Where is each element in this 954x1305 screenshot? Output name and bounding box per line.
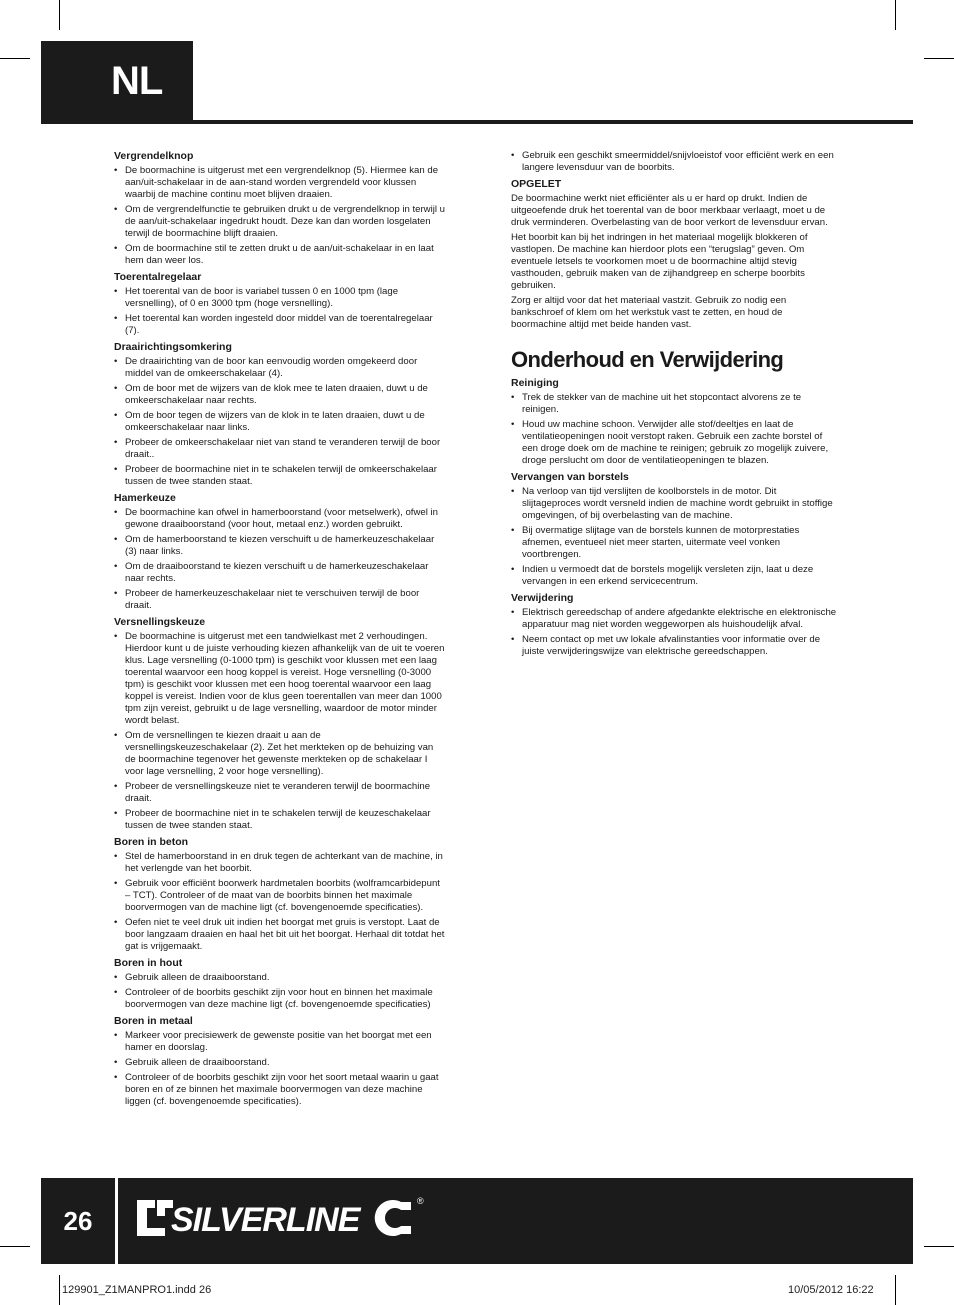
bullet-list — [114, 165, 446, 267]
crop-mark — [924, 58, 954, 59]
list-item: • Trek de stekker van de machine uit het stopcontact alvorens ze te reinigen. — [511, 392, 837, 416]
list-item: • Neem contact op met uw lokale afvalinstanties voor informatie over de juiste verwijderingswijze van elektrische gereedschappen. — [511, 634, 837, 658]
list-item: • Het toerental van de boor is variabel tussen 0 en 1000 tpm (lage versnelling), of 0 en 3000 tpm (hoge versnelling). — [114, 286, 446, 310]
list-item: • Probeer de boormachine niet in te schakelen terwijl de omkeerschakelaar tussen de twee standen staat. — [114, 464, 446, 488]
list-item: • De boormachine kan ofwel in hamerboorstand (voor metselwerk), ofwel in gewone draaiboorstand (voor hout, metaal enz.) worden gebruikt. — [114, 507, 446, 531]
list-item: • Controleer of de boorbits geschikt zijn voor het soort metaal waarin u gaat boren en of ze binnen het maximale boorvermogen van deze machine liggen (cf. bovengenoemde specificaties). — [114, 1072, 446, 1108]
subsection-heading: Boren in metaal — [114, 1015, 193, 1027]
slug-date: 10/05/2012 16:22 — [788, 1284, 874, 1296]
bullet-list — [114, 507, 446, 612]
bullet-list — [114, 851, 446, 953]
subsection-heading: Versnellingskeuze — [114, 616, 206, 628]
subsection-heading: Vervangen van borstels — [511, 471, 629, 483]
header-rule — [193, 120, 913, 124]
brand-text: SILVERLINE — [171, 1201, 360, 1239]
bullet-list — [511, 486, 837, 588]
caution-paragraph: Zorg er altijd voor dat het materiaal vastzit. Gebruik zo nodig een bankschroef of klem om het werkstuk vast te zetten, en houd de boormachine altijd met beide handen vast. — [511, 295, 787, 330]
slug-file: 129901_Z1MANPRO1.indd 26 — [62, 1284, 212, 1296]
language-tab — [41, 41, 193, 124]
list-item: • Indien u vermoedt dat de borstels mogelijk versleten zijn, laat u deze vervangen in een erkend servicecentrum. — [511, 564, 837, 588]
subsection-heading: Vergrendelknop — [114, 150, 194, 162]
crop-mark — [895, 1275, 896, 1305]
footer-bar — [41, 1178, 913, 1264]
caution-heading: OPGELET — [511, 178, 562, 190]
list-item: • Gebruik voor efficiënt boorwerk hardmetalen boorbits (wolframcarbidepunt – TCT). Controleer of de maat van de boorbits binnen het maximale boorvermogen van de machine ligt (cf. bovengenoemde specificaties). — [114, 878, 446, 914]
list-item: • Om de boor met de wijzers van de klok mee te laten draaien, duwt u de omkeerschakelaar naar rechts. — [114, 383, 446, 407]
subsection-heading: Toerentalregelaar — [114, 271, 202, 283]
list-item: • Om de vergrendelfunctie te gebruiken drukt u de vergrendelknop in terwijl u de aan/uit-schakelaar ingedrukt houdt. Deze kan dan worden losgelaten terwijl de boormachine blijft draaien. — [114, 204, 446, 240]
list-item: • Om de draaiboorstand te kiezen verschuift u de hamerkeuzeschakelaar naar rechts. — [114, 561, 446, 585]
registered-mark: ® — [417, 1196, 424, 1206]
list-item: • Oefen niet te veel druk uit indien het boorgat met gruis is verstopt. Laat de boor langzaam draaien en haal het bit uit het boorgat. Herhaal dit totdat het gat is vrijgemaakt. — [114, 917, 446, 953]
left-column — [114, 150, 446, 1111]
bullet-list — [114, 286, 446, 337]
list-item: • Controleer of de boorbits geschikt zijn voor hout en binnen het maximale boorvermogen van deze machine ligt (cf. bovengenoemde specificaties) — [114, 987, 446, 1011]
maintenance-sections — [511, 377, 837, 658]
list-item: • Probeer de omkeerschakelaar niet van stand te veranderen terwijl de boor draait.. — [114, 437, 446, 461]
list-item: • Gebruik alleen de draaiboorstand. — [114, 972, 446, 984]
right-column — [511, 150, 837, 661]
crop-mark — [0, 58, 30, 59]
bullet-list — [511, 392, 837, 467]
bullet-list — [114, 1030, 446, 1108]
list-item: • Gebruik alleen de draaiboorstand. — [114, 1057, 446, 1069]
list-item: • De draairichting van de boor kan eenvoudig worden omgekeerd door middel van de omkeerschakelaar (4). — [114, 356, 446, 380]
list-item: • Om de hamerboorstand te kiezen verschuift u de hamerkeuzeschakelaar (3) naar links. — [114, 534, 446, 558]
subsection-heading: Reiniging — [511, 377, 559, 389]
crop-mark — [59, 0, 60, 30]
subsection-heading: Boren in hout — [114, 957, 183, 969]
list-item: • Gebruik een geschikt smeermiddel/snijvloeistof voor efficiënt werk en een langere levensduur van de boorbits. — [511, 150, 837, 174]
subsection-heading: Hamerkeuze — [114, 492, 176, 504]
page-number: 26 — [63, 1205, 93, 1236]
list-item: • Elektrisch gereedschap of andere afgedankte elektrische en elektronische apparatuur mag niet worden weggeworpen als huishoudelijk afval. — [511, 607, 837, 631]
list-item: • Stel de hamerboorstand in en druk tegen de achterkant van de machine, in het verlengde van het boorbit. — [114, 851, 446, 875]
list-item: • Houd uw machine schoon. Verwijder alle stof/deeltjes en laat de ventilatieopeningen nooit verstopt raken. Gebruik een zachte borstel of een droge doek om de machine te reinigen; gebruik zo mogelijk zuivere, droge perslucht om door de ventilatieopeningen te blazen. — [511, 419, 837, 467]
list-item: • Probeer de hamerkeuzeschakelaar niet te verschuiven terwijl de boor draait. — [114, 588, 446, 612]
bullet-list — [114, 631, 446, 832]
subsection-heading: Boren in beton — [114, 836, 189, 848]
list-item: • De boormachine is uitgerust met een tandwielkast met 2 verhoudingen. Hierdoor kunt u de juiste verhouding kiezen afhankelijk van de uit te voeren klus. Lage versnelling (0-1000 tpm) is geschikt voor klussen met een laag toerental waarvoor een hoog koppel is vereist. Hoge versnelling (0-3000 tpm) is geschikt voor klussen met een hoog toerental waarvoor een laag koppel is vereist. Indien voor de klus geen toerentallen van meer dan 1000 tpm zijn vereist, gebruikt u de lage versnelling, waardoor de motor minder wordt belast. — [114, 631, 446, 727]
list-item: • De boormachine is uitgerust met een vergrendelknop (5). Hiermee kan de aan/uit-schakelaar in de aan-stand worden vergrendeld voor klussen waarbij de machine continu moet blijven draaien. — [114, 165, 446, 201]
bullet-list — [114, 356, 446, 488]
language-code: NL — [111, 59, 163, 103]
list-item: • Probeer de versnellingskeuze niet te veranderen terwijl de boormachine draait. — [114, 781, 446, 805]
section-title: Onderhoud en Verwijdering — [511, 347, 784, 372]
intro-list — [511, 150, 837, 174]
silverline-logo — [133, 1186, 433, 1246]
list-item: • Het toerental kan worden ingesteld door middel van de toerentalregelaar (7). — [114, 313, 446, 337]
list-item: • Bij overmatige slijtage van de borstels kunnen de motorprestaties afnemen, eventueel niet meer starten, uitermate veel vonken voortbrengen. — [511, 525, 837, 561]
list-item: • Om de boormachine stil te zetten drukt u de aan/uit-schakelaar in en laat hem dan weer los. — [114, 243, 446, 267]
list-item: • Na verloop van tijd verslijten de koolborstels in de motor. Dit slijtageproces wordt versneld indien de machine wordt gebruikt in stoffige omgevingen, of bij overbelasting van de machine. — [511, 486, 837, 522]
bullet-list — [511, 607, 837, 658]
list-item: • Markeer voor precisiewerk de gewenste positie van het boorgat met een hamer en doorslag. — [114, 1030, 446, 1054]
subsection-heading: Draairichtingsomkering — [114, 341, 232, 353]
caution-paragraph: De boormachine werkt niet efficiënter als u er hard op drukt. Indien de uitgeoefende druk het toerental van de boor merkbaar verlaagt, moet u de druk verminderen. Overbelasting van de boor verkort de levensduur ervan. — [511, 193, 828, 228]
crop-mark — [0, 1246, 30, 1247]
crop-mark — [895, 0, 896, 30]
list-item: • Om de versnellingen te kiezen draait u aan de versnellingskeuzeschakelaar (2). Zet het merkteken op de behuizing van de boormachine tegenover het gewenste merkteken op de schakelaar I voor lage versnelling, 2 voor hoge versnelling). — [114, 730, 446, 778]
subsection-heading: Verwijdering — [511, 592, 574, 604]
caution-paragraph: Het boorbit kan bij het indringen in het materiaal mogelijk blokkeren of vastlopen. De machine kan hierdoor plots een “terugslag” geven. Om eventuele letsels te voorkomen moet u de boormachine altijd stevig vasthouden, gebruik maken van de zijhandgreep en scherpe boorbits gebruiken. — [511, 232, 808, 291]
bullet-list — [114, 972, 446, 1011]
crop-mark — [59, 1275, 60, 1305]
crop-mark — [924, 1246, 954, 1247]
list-item: • Probeer de boormachine niet in te schakelen terwijl de keuzeschakelaar tussen de twee standen staat. — [114, 808, 446, 832]
list-item: • Om de boor tegen de wijzers van de klok in te laten draaien, duwt u de omkeerschakelaar naar links. — [114, 410, 446, 434]
footer-divider — [115, 1178, 118, 1264]
